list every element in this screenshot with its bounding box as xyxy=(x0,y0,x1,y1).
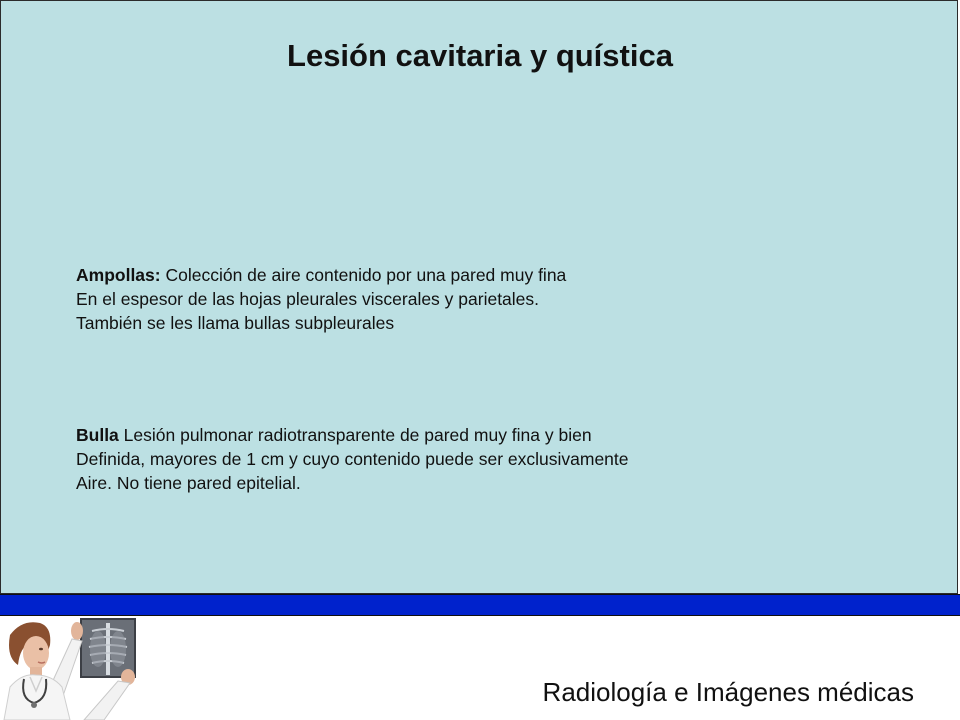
ampollas-term: Ampollas: xyxy=(76,265,161,285)
ampollas-line-1-text: Colección de aire contenido por una pared muy fina xyxy=(160,265,567,285)
bulla-line-2: Definida, mayores de 1 cm y cuyo contenido puede ser exclusivamente xyxy=(76,449,629,469)
footer-blue-band xyxy=(0,594,960,616)
ampollas-line-1 xyxy=(76,263,566,287)
ampollas-line-3: También se les llama bullas subpleurales xyxy=(76,313,395,333)
bulla-line-1 xyxy=(76,423,629,447)
bulla-term: Bulla xyxy=(76,425,119,445)
ampollas-line-2: En el espesor de las hojas pleurales viscerales y parietales. xyxy=(76,289,540,309)
footer-caption: Radiología e Imágenes médicas xyxy=(542,677,914,707)
bulla-line-3: Aire. No tiene pared epitelial. xyxy=(76,473,301,493)
bulla-line-1-text: Lesión pulmonar radiotransparente de pared muy fina y bien xyxy=(118,425,592,445)
slide-title: Lesión cavitaria y quística xyxy=(287,38,673,73)
doctor-xray-photo xyxy=(0,617,156,720)
ampollas-paragraph xyxy=(76,263,566,335)
bulla-paragraph xyxy=(76,423,629,495)
